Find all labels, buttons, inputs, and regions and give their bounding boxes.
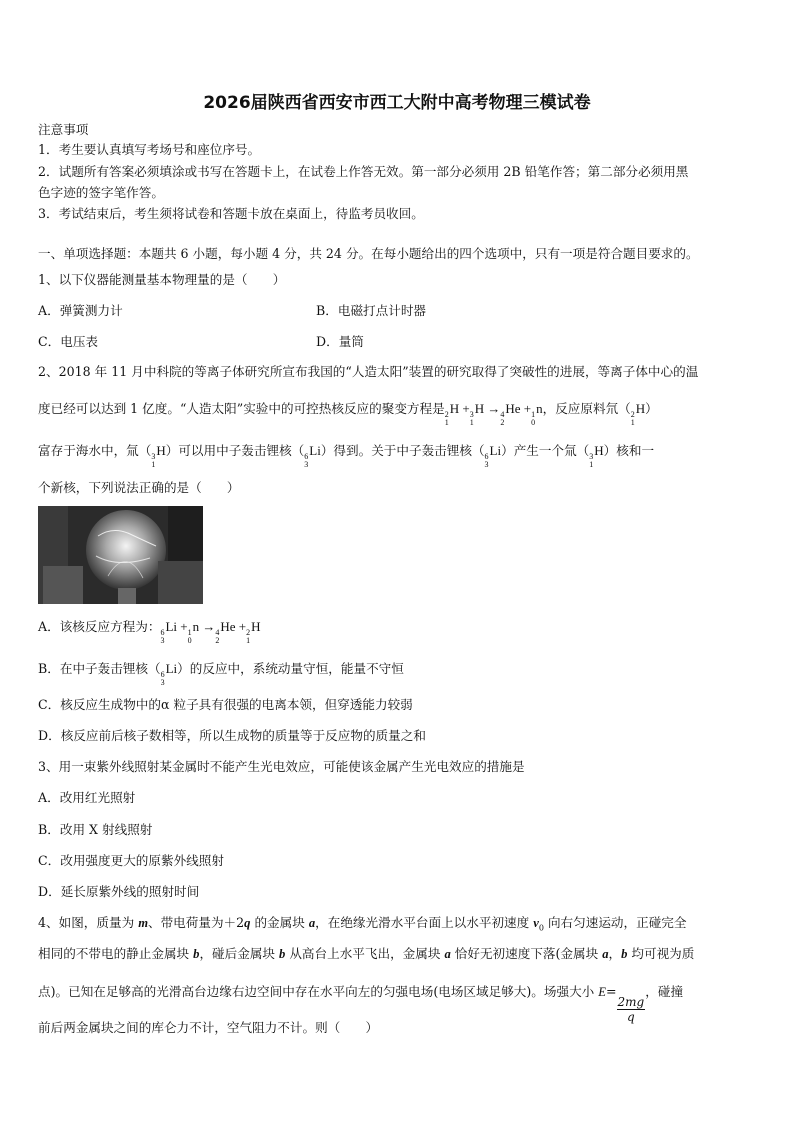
question-stem-line: 富存于海水中，氚（ 3 1 H）可以用中子轰击锂核（ 6 3 Li）得到。关于中子轰击锂核（ 6 3 Li）产生一个氚（ 3 1 H）核和一 <box>38 443 655 469</box>
option-a: A．弹簧测力计 <box>38 303 123 318</box>
option-a: A．改用红光照射 <box>38 790 136 805</box>
notice-item: 1．考生要认真填写考场号和座位序号。 <box>38 142 261 157</box>
plasma-photo <box>38 506 203 604</box>
notice-item: 3．考试结束后，考生须将试卷和答题卡放在桌面上，待监考员收回。 <box>38 206 424 221</box>
fusion-equation: 2 1 H + 3 1 H → 4 2 He + 1 0 n <box>444 401 543 427</box>
option-b: B．在中子轰击锂核（ 6 3 Li）的反应中，系统动量守恒，能量不守恒 <box>38 661 404 687</box>
notice-item: 色字迹的签字笔作答。 <box>38 185 164 200</box>
notice-heading: 注意事项 <box>38 122 89 137</box>
option-c: C．核反应生成物中的α 粒子具有很强的电离本领，但穿透能力较弱 <box>38 697 413 712</box>
option-a: A．该核反应方程为： 6 3 Li + 1 0 n → 4 2 He + 2 1 H <box>38 619 261 645</box>
option-b: B．改用 X 射线照射 <box>38 822 153 837</box>
question-stem-line: 相同的不带电的静止金属块 b，碰后金属块 b 从高台上水平飞出，金属块 a 恰好无初速度下落(金属块 a，b 均可视为质 <box>38 946 695 961</box>
option-d: D．量筒 <box>316 334 364 349</box>
page-title: 2026届陕西省西安市西工大附中高考物理三模试卷 <box>203 93 591 113</box>
option-c: C．改用强度更大的原紫外线照射 <box>38 853 224 868</box>
question-stem-line: 前后两金属块之间的库仑力不计，空气阻力不计。则（ ） <box>38 1020 379 1035</box>
option-d: D．核反应前后核子数相等，所以生成物的质量等于反应物的质量之和 <box>38 728 426 743</box>
question-stem: 4、如图，质量为 m、带电荷量为＋2q 的金属块 a，在绝缘光滑水平台面上以水平初速度 $v_0$ 向右匀速运动，正碰完全 <box>38 915 687 933</box>
section-heading: 一、单项选择题：本题共 6 小题，每小题 4 分，共 24 分。在每小题给出的四个选项中，只有一项是符合题目要求的。 <box>38 246 699 261</box>
option-c: C．电压表 <box>38 334 99 349</box>
notice-item: 2．试题所有答案必须填涂或书写在答题卡上，在试卷上作答无效。第一部分必须用 2B 铅笔作答；第二部分必须用黑 <box>38 164 689 179</box>
question-stem: 2、2018 年 11 月中科院的等离子体研究所宣布我国的“人造太阳”装置的研究取得了突破性的进展，等离子体中心的温 <box>38 364 699 379</box>
option-b: B．电磁打点计时器 <box>316 303 427 318</box>
question-stem: 3、用一束紫外线照射某金属时不能产生光电效应，可能使该金属产生光电效应的措施是 <box>38 759 525 774</box>
question-stem-line: 个新核，下列说法正确的是（ ） <box>38 480 240 495</box>
question-stem-line: 点)。已知在足够高的光滑高台边缘右边空间中存在水平向左的匀强电场(电场区域足够大)。场强大小 E= $\frac{2mg}{q}$ ，碰撞 <box>38 984 684 1024</box>
option-d: D．延长原紫外线的照射时间 <box>38 884 200 899</box>
question-stem-line: 度已经可以达到 1 亿度。“人造太阳”实验中的可控热核反应的聚变方程是 2 1 H + 3 1 H → 4 2 He + 1 0 n，反应原料氘（ 2 1 H） <box>38 401 658 427</box>
question-stem: 1、以下仪器能测量基本物理量的是（ ） <box>38 272 286 287</box>
field-formula: $\frac{2mg}{q}$ <box>617 995 645 1024</box>
